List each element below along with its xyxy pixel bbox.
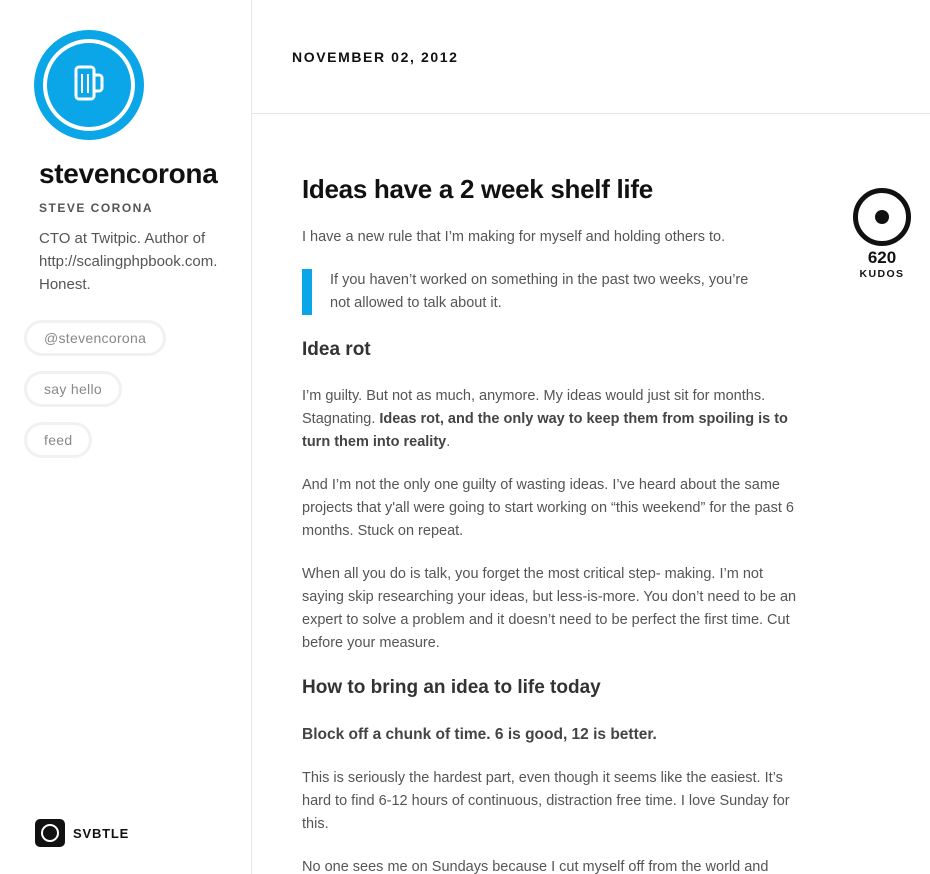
beer-mug-icon bbox=[74, 65, 104, 103]
post-date[interactable]: NOVEMBER 02, 2012 bbox=[292, 49, 459, 65]
post-date-header bbox=[252, 0, 930, 114]
paragraph-guilty-bold: Ideas rot, and the only way to keep them from spoiling is to turn them into reality bbox=[302, 411, 788, 450]
author-name: STEVE CORONA bbox=[39, 201, 154, 215]
heading-bring-idea-to-life: How to bring an idea to life today bbox=[302, 677, 601, 698]
article bbox=[302, 170, 800, 874]
svbtle-logo-icon bbox=[35, 819, 65, 847]
sidebar bbox=[0, 0, 252, 874]
twitter-link[interactable]: @stevencorona bbox=[24, 320, 166, 356]
kudos-widget[interactable] bbox=[852, 188, 912, 280]
heading-idea-rot: Idea rot bbox=[302, 339, 371, 360]
blockquote: If you haven’t worked on something in the past two weeks, you’re not allowed to talk about it. bbox=[302, 269, 772, 315]
intro-paragraph: I have a new rule that I’m making for myself and holding others to. bbox=[302, 229, 726, 245]
svbtle-footer-link[interactable] bbox=[35, 819, 129, 847]
kudos-count: 620 bbox=[867, 248, 897, 267]
paragraph-sundays: No one sees me on Sundays because I cut myself off from the world and bbox=[302, 859, 769, 874]
paragraph-hardest-part: This is seriously the hardest part, even though it seems like the easiest. It’s hard to find 6-12 hours of continuous, distraction free time. I love Sunday for this. bbox=[302, 770, 790, 832]
heading-block-off-time: Block off a chunk of time. 6 is good, 12 is better. bbox=[302, 726, 657, 743]
blog-name[interactable]: stevencorona bbox=[39, 158, 218, 189]
post-title[interactable]: Ideas have a 2 week shelf life bbox=[302, 174, 653, 204]
kudos-label: KUDOS bbox=[859, 268, 905, 280]
svbtle-label: SVBTLE bbox=[73, 825, 130, 841]
say-hello-link[interactable]: say hello bbox=[24, 371, 122, 407]
kudos-circle-icon[interactable] bbox=[853, 188, 911, 246]
author-bio: CTO at Twitpic. Author of http://scalingphpbook.com. Honest. bbox=[39, 230, 218, 293]
avatar[interactable] bbox=[34, 30, 144, 140]
feed-link[interactable]: feed bbox=[24, 422, 92, 458]
paragraph-guilty-end: . bbox=[446, 434, 451, 450]
paragraph-guilty-text: I’m guilty. But not as much, anymore. My ideas would just sit for months. Stagnating. bbox=[302, 388, 766, 427]
paragraph-guilty bbox=[302, 385, 800, 454]
paragraph-making: When all you do is talk, you forget the most critical step- making. I’m not saying skip researching your ideas, but less-is-more. You don’t need to be an expert to solve a problem and it doesn’t need to be perfect the first time. Cut before your measure. bbox=[302, 566, 797, 651]
paragraph-wasting-ideas: And I’m not the only one guilty of wasting ideas. I’ve heard about the same projects that y'all were going to start working on “this weekend” for the past 6 months. Stuck on repeat. bbox=[302, 477, 794, 539]
